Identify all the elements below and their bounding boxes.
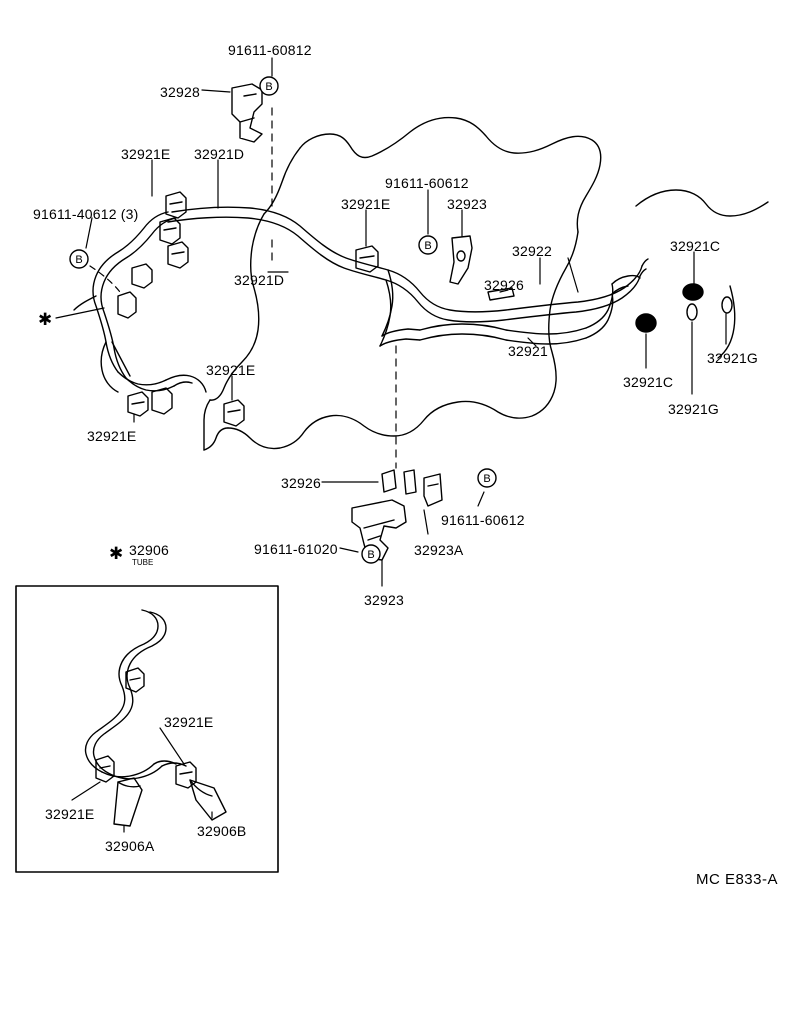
part-label-32923a: 32923A: [414, 542, 464, 558]
part-label-32921g-a: 32921G: [707, 350, 759, 366]
part-label-32926-a: 32926: [484, 277, 524, 293]
part-label-32906a: 32906A: [105, 838, 155, 854]
part-label-91611-60612-b: 91611-60612: [441, 512, 525, 528]
part-label-32921e-d: 32921E: [87, 428, 137, 444]
part-label-91611-40612: 91611-40612 (3): [33, 206, 139, 222]
part-label-32921e-b: 32921E: [341, 196, 391, 212]
part-label-32921e-e: 32921E: [164, 714, 214, 730]
part-label-91611-61020: 91611-61020: [254, 541, 338, 557]
part-label-32921d-b: 32921D: [234, 272, 285, 288]
balloon-letter: B: [483, 473, 491, 485]
part-label-32926-b: 32926: [281, 475, 321, 491]
part-label-91611-60612-a: 91611-60612: [385, 175, 469, 191]
part-label-32921d-a: 32921D: [194, 146, 245, 162]
asterisk-mark: ✱: [38, 310, 53, 329]
asterisk-mark: ✱: [109, 544, 124, 563]
part-label-32921c-b: 32921C: [623, 374, 674, 390]
part-label-32921e-a: 32921E: [121, 146, 171, 162]
inset-caption: TUBE: [132, 558, 154, 567]
balloon-letter: B: [424, 240, 432, 252]
part-label-32921e-c: 32921E: [206, 362, 256, 378]
part-label-32923-b: 32923: [364, 592, 404, 608]
balloon-letter: B: [265, 81, 273, 93]
part-label-32923-a: 32923: [447, 196, 487, 212]
part-label-32921: 32921: [508, 343, 548, 359]
diagram-footer-code: MC E833-A: [695, 871, 778, 888]
part-label-32921c-a: 32921C: [670, 238, 721, 254]
balloon-letter: B: [367, 549, 375, 561]
part-label-32921e-f: 32921E: [45, 806, 95, 822]
part-label-32928: 32928: [160, 84, 200, 100]
part-label-32921g-b: 32921G: [668, 401, 720, 417]
part-label-32906: 32906: [129, 542, 169, 558]
balloon-letter: B: [75, 254, 83, 266]
part-label-32906b: 32906B: [197, 823, 247, 839]
part-label-32922: 32922: [512, 243, 552, 259]
part-label-91611-60812: 91611-60812: [228, 42, 312, 58]
